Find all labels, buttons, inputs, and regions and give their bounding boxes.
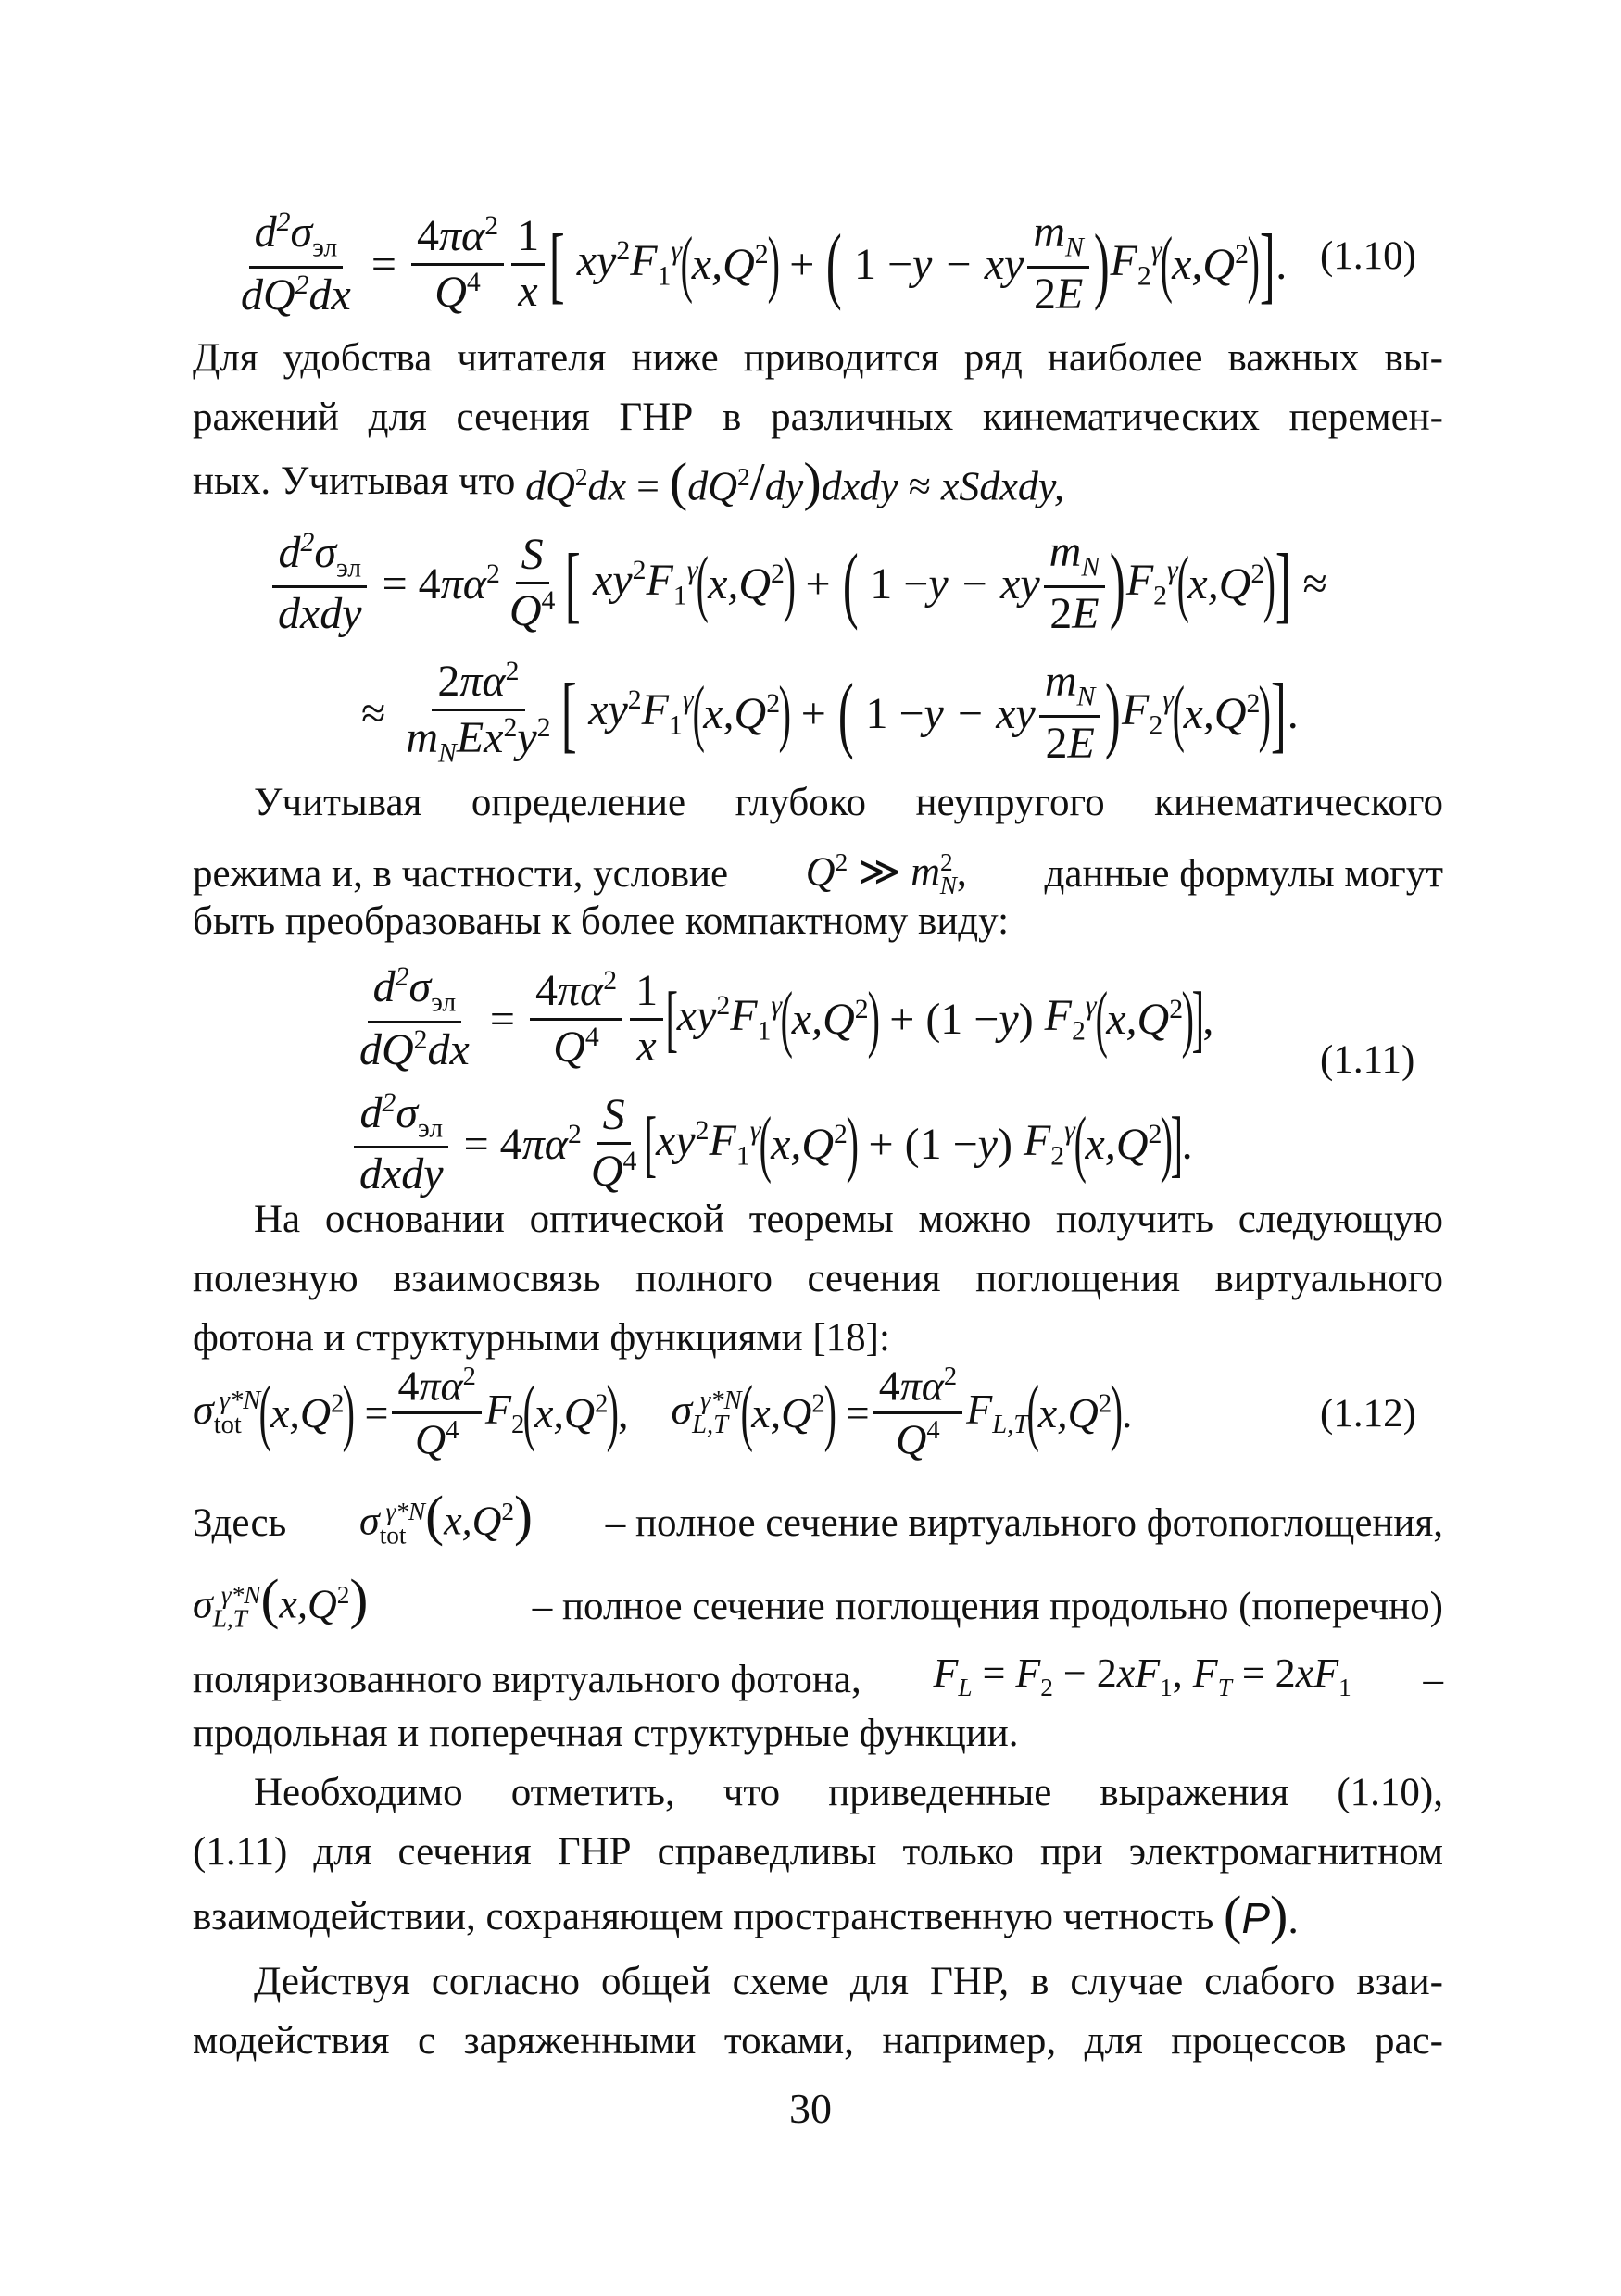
- inline-formula: $dQ^2dx$ = $(dQ^2/dy)dxdy$ ≈ xSdxdy,: [525, 451, 1065, 512]
- fraction-inverse-x: $\frac{1}{x}$: [630, 967, 663, 1072]
- paragraph-line-with-math: [193, 1886, 1443, 1949]
- fraction-s-q4: $\frac{S}{Q^4}$: [590, 1090, 637, 1196]
- page-number: 30: [789, 2085, 832, 2132]
- equation-1-12: $\sigma_{tot}^{\gamma*N}$ ( $x,Q^2$ ) = $\frac{4\pi\alpha^2}{Q^4}$ $F_2$ ( $x,Q^2$ ) , $\sigma_{L,T}^{\gamma*N}$ ( $x,Q^2$ ) = $\frac{4\pi\alpha^2}{Q^4}$ $F_{L,T}$ ( $x,Q^2$ ) .: [193, 1361, 1133, 1462]
- text-segment: – полное сечение поглощения продольно (поперечно): [532, 1584, 1443, 1628]
- fraction-coefficient: $\frac{4\pi\alpha^2}{Q^4}$: [873, 1362, 962, 1463]
- equation-1-11-first: $\frac{d^2\sigma_{эл}}{dQ^2dx}$ = $\frac{4\pi\alpha^2}{Q^4}$ $\frac{1}{x}$ [ $xy^2F_1^\gamma$ ( $x,Q^2$ ) + (1 − y ) $F_2^\gamma$ ( $x,Q^2$ ) ] ,: [350, 954, 1213, 1084]
- fraction-coefficient: $\frac{4\pi\alpha^2}{Q^4}$: [392, 1362, 481, 1463]
- fraction-mass-energy: $\frac{m_N}{2E}$: [1027, 208, 1089, 319]
- paragraph: [193, 773, 1443, 833]
- text-segment: данные формулы могут: [1044, 851, 1443, 896]
- equation-cross-section-dxdy-line2: ≈ $\frac{2\pi\alpha^2}{m_NEx^2y^2}$ [ $xy^2F_1^\gamma$ ( $x,Q^2$ ) + ( 1 − y − xy $\frac{m_N}{2E}$ ) $F_2^\gamma$ ( $x,Q^2$ ) ] .: [361, 656, 1299, 769]
- text-segment: ных. Учитывая что: [193, 459, 526, 504]
- paragraph: [193, 1249, 1443, 1309]
- paragraph: [193, 329, 1443, 447]
- text-line: модействия с заряженными токами, например, для процессов рас-: [193, 2019, 1443, 2063]
- fraction-mass-energy: $\frac{m_N}{2E}$: [1039, 658, 1101, 768]
- paragraph: [193, 1823, 1443, 1882]
- text-segment: поляризованного виртуального фотона,: [193, 1658, 861, 1702]
- fraction-s-q4: $\frac{S}{Q^4}$: [509, 530, 556, 635]
- text-line: Для удобства читателя ниже приводится ряд наиболее важных вы-: [193, 336, 1443, 380]
- fraction-coefficient: $\frac{4\pi\alpha^2}{Q^4}$: [411, 211, 504, 318]
- fraction-inverse-x: $\frac{1}{x}$: [511, 212, 545, 317]
- text-line: продольная и поперечная структурные функции.: [193, 1712, 1019, 1755]
- paragraph: [193, 1952, 1443, 2012]
- paragraph: [193, 892, 1443, 951]
- paragraph-line-with-math: [193, 1482, 1443, 1564]
- fraction-mass-energy: $\frac{m_N}{2E}$: [1044, 528, 1106, 638]
- text-segment: –: [1423, 1658, 1443, 1702]
- fraction-coefficient: $\frac{4\pi\alpha^2}{Q^4}$: [530, 966, 622, 1073]
- equation-1-10: $\frac{d^2\sigma_{эл}}{dQ^2dx}$ = $\frac{4\pi\alpha^2}{Q^4}$ $\frac{1}{x}$ [ $xy^2F_1^\gamma$ ( $x,Q^2$ ) + ( 1 − y − xy $\frac{m_N}{2E}$ ) $F_2^\gamma$ ( $x,Q^2$ ) ] .: [232, 194, 1287, 333]
- inline-formula: $\sigma_{L,T}^{\gamma*N}(x,Q^2)$: [193, 1568, 369, 1633]
- text-line: быть преобразованы к более компактному виду:: [193, 899, 1010, 943]
- text-segment: режима и, в частности, условие: [193, 851, 729, 896]
- text-line: ражений для сечения ГНР в различных кинематических перемен-: [193, 395, 1443, 439]
- paragraph-line-with-math: [193, 1565, 1443, 1648]
- inline-formula: $Q^2$ ≫ $m^2_N$,: [805, 848, 967, 900]
- fraction-lhs: $\frac{d^2\sigma_{эл}}{\text{dxdy}}$: [272, 528, 368, 639]
- equation-number: (1.12): [1320, 1392, 1416, 1436]
- fraction-2pialpha: $\frac{2\pi\alpha^2}{m_NEx^2y^2}$: [406, 656, 551, 769]
- fraction-lhs: $\frac{d^2\sigma_{эл}}{\text{dxdy}}$: [354, 1088, 449, 1199]
- paragraph-line-with-math: [193, 447, 1443, 517]
- paragraph: [193, 1763, 1443, 1823]
- inline-formula: $F_L = F_2 - 2xF_1$, $F_T = 2xF_1$: [933, 1650, 1351, 1701]
- inline-formula: (P).: [1224, 1885, 1299, 1945]
- paragraph: [193, 1704, 1443, 1763]
- fraction-lhs: $\frac{d^2\sigma_{эл}}{dQ^2dx}$: [241, 207, 351, 320]
- equation-1-11-second: $\frac{d^2\sigma_{эл}}{\text{dxdy}}$ = 4 $\pi\alpha^2$ $\frac{S}{Q^4}$ [ $xy^2F_1^\gamma$ ( $x,Q^2$ ) + (1 − y ) $F_2^\gamma$ ( $x,Q^2$ ) ] .: [350, 1079, 1193, 1209]
- text-segment: Здесь: [193, 1500, 287, 1545]
- text-line: фотона и структурными функциями [18]:: [193, 1316, 890, 1360]
- text-segment: – полное сечение виртуального фотопоглощения,: [605, 1500, 1443, 1545]
- equation-cross-section-dxdy: $\frac{d^2\sigma_{эл}}{\text{dxdy}}$ = 4 $\pi\alpha^2$ $\frac{S}{Q^4}$ [ $xy^2F_1^\gamma$ ( $x,Q^2$ ) + ( 1 − y − xy $\frac{m_N}{2E}$ ) $F_2^\gamma$ ( $x,Q^2$ ) ] ≈: [269, 519, 1327, 648]
- inline-formula: $\sigma_{tot}^{\gamma*N}(x,Q^2)$: [359, 1485, 533, 1549]
- paragraph: [193, 2012, 1443, 2071]
- fraction-lhs: $\frac{d^2\sigma_{эл}}{dQ^2dx}$: [359, 961, 470, 1074]
- paragraph: [193, 1190, 1443, 1249]
- text-line: Учитывая определение глубоко неупругого кинематического: [254, 781, 1443, 824]
- text-segment: взаимодействии, сохраняющем пространственную четность: [193, 1895, 1225, 1938]
- text-line: На основании оптической теоремы можно получить следующую: [254, 1198, 1443, 1241]
- text-line: Необходимо отметить, что приведенные выражения (1.10),: [254, 1771, 1443, 1814]
- equation-number: (1.10): [1320, 234, 1416, 278]
- text-line: (1.11) для сечения ГНР справедливы только при электромагнитном: [193, 1830, 1443, 1874]
- text-line: полезную взаимосвязь полного сечения поглощения виртуального: [193, 1257, 1443, 1300]
- equation-number: (1.11): [1320, 1038, 1415, 1082]
- text-line: Действуя согласно общей схеме для ГНР, в случае слабого взаи-: [254, 1960, 1443, 2003]
